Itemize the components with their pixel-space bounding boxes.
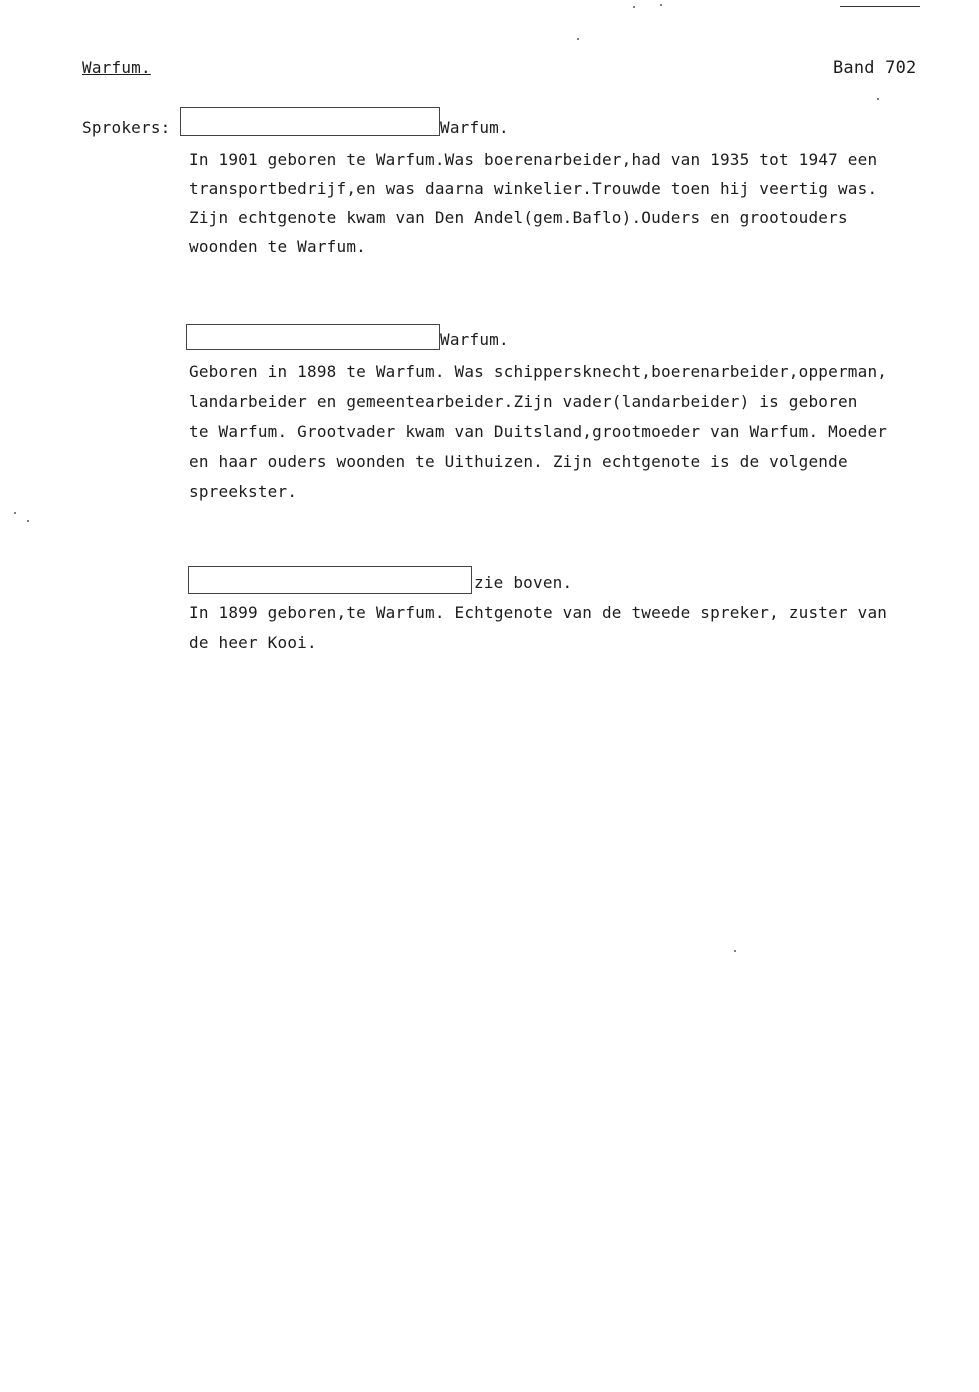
speaker3-line: In 1899 geboren,te Warfum. Echtgenote van de tweede spreker, zuster van (189, 603, 888, 622)
redacted-name-box (186, 324, 440, 350)
speakers-label: Sprokers: (82, 118, 171, 137)
scan-speck (734, 950, 736, 952)
redacted-name-box (180, 107, 440, 136)
speaker2-place: Warfum. (440, 330, 509, 349)
place-title: Warfum. (82, 58, 151, 77)
speaker1-line: woonden te Warfum. (189, 237, 366, 256)
speaker2-line: spreekster. (189, 482, 298, 501)
speaker3-place: zie boven. (474, 573, 573, 592)
scan-speck (660, 4, 662, 6)
speaker1-line: Zijn echtgenote kwam van Den Andel(gem.Baflo).Ouders en grootouders (189, 208, 848, 227)
scan-speck (877, 98, 879, 100)
speaker3-line: de heer Kooi. (189, 633, 317, 652)
scan-speck (27, 520, 29, 522)
band-number: Band 702 (833, 58, 917, 78)
speaker2-line: Geboren in 1898 te Warfum. Was schippersknecht,boerenarbeider,opperman, (189, 362, 888, 381)
speaker1-line: transportbedrijf,en was daarna winkelier.Trouwde toen hij veertig was. (189, 179, 878, 198)
redacted-name-box (188, 566, 472, 594)
speaker1-place: Warfum. (440, 118, 509, 137)
speaker1-line: In 1901 geboren te Warfum.Was boerenarbeider,had van 1935 tot 1947 een (189, 150, 878, 169)
scan-speck (633, 6, 635, 8)
speaker2-line: landarbeider en gemeentearbeider.Zijn vader(landarbeider) is geboren (189, 392, 858, 411)
scan-edge-line (840, 6, 920, 7)
speaker2-line: en haar ouders woonden te Uithuizen. Zijn echtgenote is de volgende (189, 452, 848, 471)
speaker2-line: te Warfum. Grootvader kwam van Duitsland,grootmoeder van Warfum. Moeder (189, 422, 888, 441)
scan-speck (14, 512, 16, 514)
scan-speck (577, 38, 579, 40)
